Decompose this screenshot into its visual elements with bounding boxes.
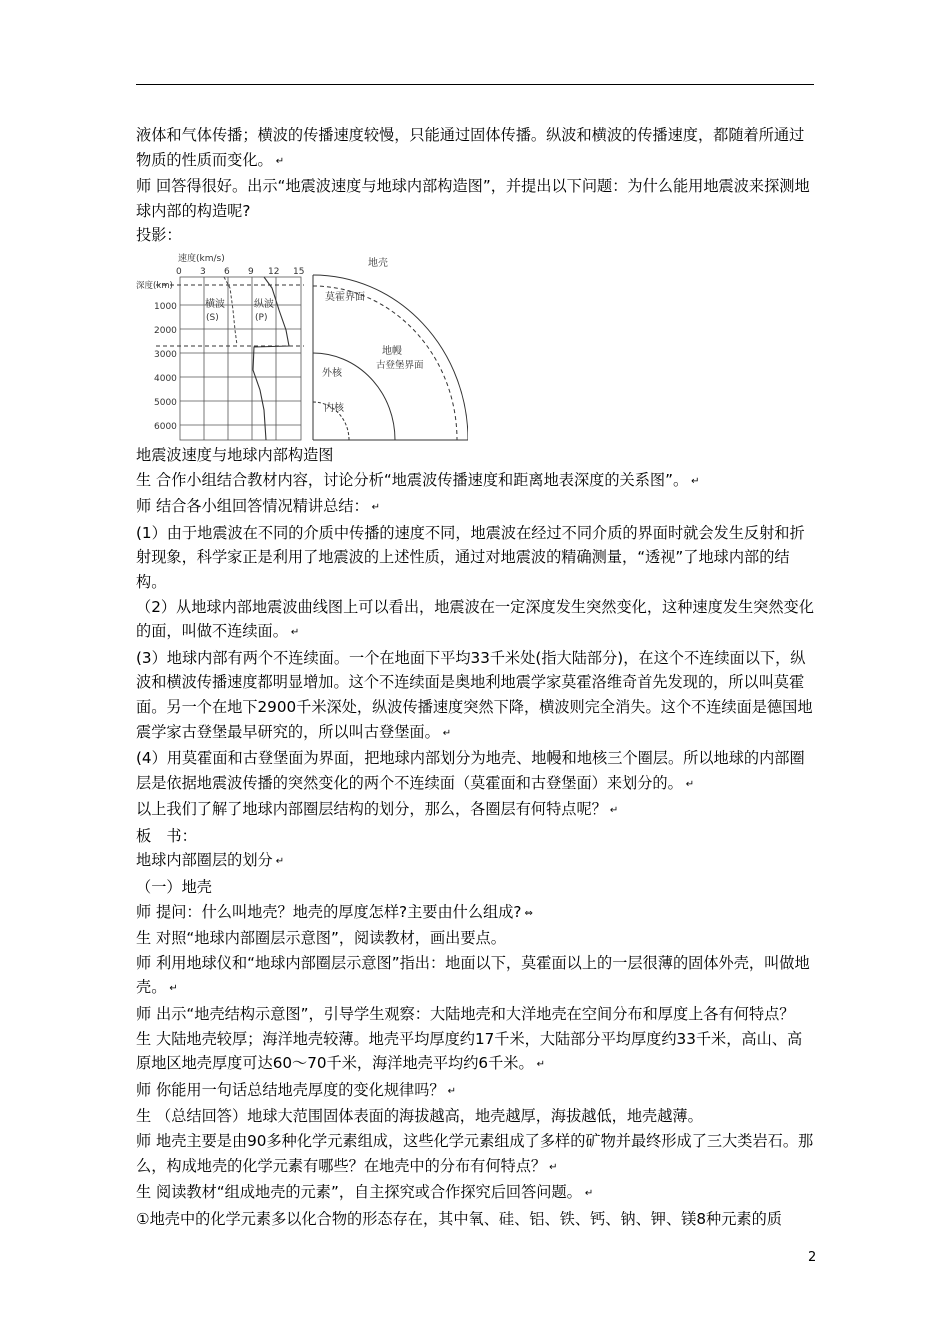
paragraph: (3）地球内部有两个不连续面。一个在地面下平均33千米处(指大陆部分)，在这个不连续面以下，纵波和横波传播速度都明显增加。这个不连续面是奥地利地震学家莫霍洛维奇首先发现的，所以叫莫霍面。另一个在地下2900千米深处，纵波传播速度突然下降，横波则完全消失。这个不连续面是德国地震学家古登堡最早研究的，所以叫古登堡面。 ↵ — [136, 646, 816, 746]
depth-tick: 4000 — [154, 373, 177, 384]
paragraph-mark: ↵ — [685, 778, 695, 790]
paragraph-mark: ↵ — [691, 475, 700, 487]
seismic-figure — [136, 250, 816, 443]
document-body — [136, 123, 816, 1231]
depth-tick: 1000 — [154, 301, 177, 312]
paragraph-mark: ↵ — [275, 856, 285, 868]
outer-core-label: 外核 — [322, 367, 342, 379]
paragraph: 生 阅读教材“组成地壳的元素”，自主探究或合作探究后回答问题。 ↵ — [136, 1180, 816, 1207]
paragraph-mark: ↵ — [290, 627, 300, 639]
paragraph: 地球内部圈层的划分 ↵ — [136, 848, 816, 875]
paragraph: 师 结合各小组回答情况精讲总结： ↵ — [136, 494, 816, 521]
paragraph-mark: ↵ — [609, 805, 619, 817]
paragraph-mark: ↵ — [584, 1188, 594, 1200]
paragraph: (1）由于地震波在不同的介质中传播的速度不同，地震波在经过不同介质的界面时就会发生反射和折射现象，科学家正是利用了地震波的上述性质，通过对地震波的精确测量，“透视”了地球内部的结构。 — [136, 523, 805, 591]
paragraph-mark: ↵ — [371, 502, 381, 514]
header-rule — [136, 84, 814, 85]
crust-label: 地壳 — [368, 257, 388, 269]
paragraph: 师 提问：什么叫地壳？地壳的厚度怎样?主要由什么组成? ⇔ — [136, 900, 816, 927]
paragraph-mark: ↵ — [447, 1085, 456, 1097]
depth-tick: 3000 — [154, 349, 177, 360]
speed-tick: 9 — [248, 266, 254, 277]
page-number: 2 — [808, 1250, 817, 1265]
paragraph-mark: ↵ — [275, 155, 285, 167]
speed-tick: 15 — [293, 266, 305, 277]
chart-grid — [180, 277, 301, 440]
paragraph: （一）地壳 — [136, 878, 212, 897]
paragraph: 板 书： — [136, 826, 197, 845]
s-wave-label: 横波 — [205, 298, 225, 310]
paragraph: 以上我们了解了地球内部圈层结构的划分，那么，各圈层有何特点呢？ ↵ — [136, 797, 816, 824]
moho-label: 莫霍界面 — [325, 291, 365, 303]
p-wave-label: 纵波 — [254, 298, 274, 310]
paragraph: 生 合作小组结合教材内容，讨论分析“地震波传播速度和距离地表深度的关系图”。 ↵ — [136, 468, 816, 495]
paragraph: (4）用莫霍面和古登堡面为界面，把地球内部划分为地壳、地幔和地核三个圈层。所以地球的内部圈层是依据地震波传播的突然变化的两个不连续面（莫霍面和古登堡面）来划分的。 ↵ — [136, 746, 816, 797]
depth-axis-label: 深度(km) — [136, 280, 173, 291]
s-wave-curve — [224, 277, 237, 345]
paragraph-mark: ↵ — [549, 1161, 558, 1173]
figure-caption: 地震波速度与地球内部构造图 — [136, 445, 334, 464]
p-wave-code: (P) — [255, 312, 268, 323]
paragraph: 师 地壳主要是由90多种化学元素组成，这些化学元素组成了多样的矿物并最终形成了三大类岩石。那么，构成地壳的化学元素有哪些？在地壳中的分布有何特点？ ↵ — [136, 1129, 816, 1180]
paragraph: 师 回答得很好。出示“地震波速度与地球内部构造图”，并提出以下问题：为什么能用地震波来探测地球内部的构造呢? — [136, 177, 810, 220]
paragraph: 师 出示“地壳结构示意图”，引导学生观察：大陆地壳和大洋地壳在空间分布和厚度上各有何特点？ — [136, 1005, 795, 1024]
speed-tick: 3 — [200, 266, 206, 277]
paragraph: 师 你能用一句话总结地壳厚度的变化规律吗？ ↵ — [136, 1078, 816, 1105]
paragraph: 师 利用地球仪和“地球内部圈层示意图”指出：地面以下，莫霍面以上的一层很薄的固体外壳，叫做地壳。 ↵ — [136, 951, 816, 1002]
paragraph: 投影： — [136, 226, 182, 245]
paragraph-mark: ↵ — [442, 727, 452, 739]
depth-tick: 5000 — [154, 397, 177, 408]
paragraph-mark: ↵ — [536, 1059, 546, 1071]
depth-tick: 2000 — [154, 325, 177, 336]
speed-axis-label: 速度(km/s) — [178, 253, 225, 264]
paragraph-mark: ↵ — [169, 983, 178, 995]
paragraph: （2）从地球内部地震波曲线图上可以看出，地震波在一定深度发生突然变化，这种速度发生突然变化的面，叫做不连续面。 ↵ — [136, 595, 816, 646]
speed-tick: 12 — [268, 266, 280, 277]
speed-tick: 6 — [224, 266, 230, 277]
boundary-lines — [156, 285, 304, 346]
inner-core-label: 内核 — [324, 402, 344, 414]
paragraph: 液体和气体传播；横波的传播速度较慢，只能通过固体传播。纵波和横波的传播速度，都随着所通过物质的性质而变化。 ↵ — [136, 123, 816, 174]
speed-tick: 0 — [176, 266, 182, 277]
paragraph-mark: ⇔ — [524, 907, 533, 919]
gutenberg-label: 古登堡界面 — [376, 359, 424, 371]
seismic-wave-diagram — [136, 250, 468, 443]
paragraph: ①地壳中的化学元素多以化合物的形态存在，其中氧、硅、铝、铁、钙、钠、钾、镁8种元素的质 — [136, 1209, 782, 1228]
mantle-label: 地幔 — [382, 345, 402, 357]
paragraph: 生 （总结回答）地球大范围固体表面的海拔越高，地壳越厚，海拔越低，地壳越薄。 — [136, 1107, 703, 1126]
paragraph: 生 对照“地球内部圈层示意图”，阅读教材，画出要点。 — [136, 929, 506, 948]
s-wave-code: (S) — [206, 312, 219, 323]
depth-tick: 6000 — [154, 421, 177, 432]
paragraph: 生 大陆地壳较厚；海洋地壳较薄。地壳平均厚度约17千米，大陆部分平均厚度约33千米，高山、高原地区地壳厚度可达60～70千米，海洋地壳平均约6千米。 ↵ — [136, 1027, 816, 1078]
